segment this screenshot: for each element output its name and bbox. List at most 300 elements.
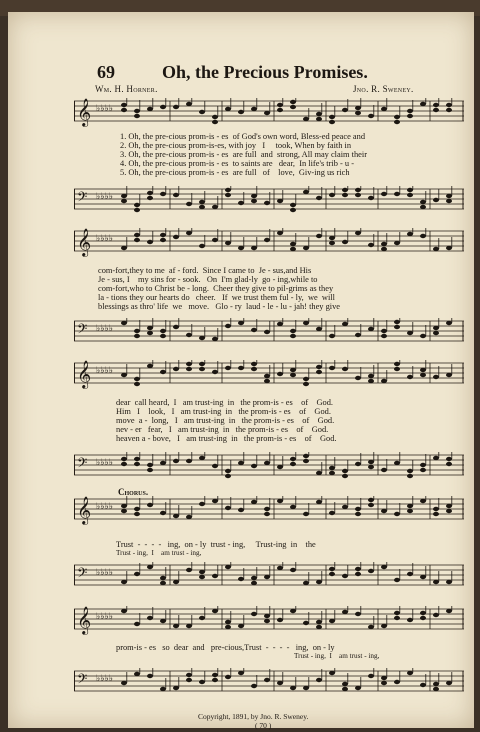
note-head bbox=[173, 235, 179, 239]
note-head bbox=[264, 619, 270, 623]
note-head bbox=[394, 241, 400, 245]
note-head bbox=[121, 194, 127, 198]
note-head bbox=[160, 370, 166, 374]
music-staff bbox=[74, 668, 466, 698]
note-head bbox=[160, 511, 166, 515]
key-signature-flats-icon: ♭♭♭♭ bbox=[96, 366, 113, 376]
note-head bbox=[420, 368, 426, 372]
note-head bbox=[160, 238, 166, 242]
note-head bbox=[186, 624, 192, 628]
note-head bbox=[355, 572, 361, 576]
note-head bbox=[134, 203, 140, 207]
verse-2-line-2: Je - sus, I my sins for - sook. On I'm glad-ly go - ing,while to bbox=[98, 275, 318, 284]
note-head bbox=[290, 373, 296, 377]
note-head bbox=[238, 577, 244, 581]
note-head bbox=[121, 609, 127, 613]
note-head bbox=[394, 512, 400, 516]
note-head bbox=[147, 331, 153, 335]
note-head bbox=[277, 231, 283, 235]
note-head bbox=[121, 373, 127, 377]
note-head bbox=[316, 196, 322, 200]
note-head bbox=[381, 681, 387, 685]
note-head bbox=[316, 112, 322, 116]
key-signature-flats-icon: ♭♭♭♭ bbox=[96, 324, 113, 334]
note-head bbox=[394, 362, 400, 366]
note-head bbox=[277, 499, 283, 503]
note-head bbox=[316, 625, 322, 629]
note-head bbox=[407, 188, 413, 192]
treble-clef-icon: 𝄞 bbox=[77, 496, 92, 524]
note-head bbox=[407, 469, 413, 473]
note-head bbox=[329, 334, 335, 338]
note-head bbox=[303, 581, 309, 585]
chorus-label: Chorus. bbox=[118, 487, 149, 497]
note-head bbox=[381, 329, 387, 333]
verse-1-line-1: 1. Oh, the pre-cious prom-is - es of God's own word, Bless-ed peace and bbox=[120, 132, 366, 141]
note-head bbox=[394, 325, 400, 329]
verse-5-line-3: heaven a - bove, I am trust-ing in the prom-is - es of God. bbox=[116, 434, 337, 443]
note-head bbox=[381, 565, 387, 569]
note-head bbox=[290, 208, 296, 212]
verse-5-line-2: blessings as thro' life we move. Glo - ry laud - le - lu - jah! they give bbox=[98, 302, 340, 311]
note-head bbox=[238, 321, 244, 325]
note-head bbox=[290, 368, 296, 372]
key-signature-flats-icon: ♭♭♭♭ bbox=[96, 568, 113, 578]
hymn-number: 69 bbox=[97, 62, 115, 82]
note-head bbox=[381, 192, 387, 196]
note-head bbox=[433, 580, 439, 584]
note-head bbox=[199, 575, 205, 579]
note-head bbox=[290, 100, 296, 104]
note-head bbox=[433, 326, 439, 330]
note-head bbox=[199, 616, 205, 620]
note-head bbox=[147, 107, 153, 111]
note-head bbox=[134, 377, 140, 381]
note-head bbox=[381, 468, 387, 472]
note-head bbox=[407, 375, 413, 379]
key-signature-flats-icon: ♭♭♭♭ bbox=[96, 674, 113, 684]
note-head bbox=[368, 243, 374, 247]
note-head bbox=[251, 246, 257, 250]
note-head bbox=[147, 196, 153, 200]
treble-clef-icon: 𝄞 bbox=[77, 228, 92, 256]
note-head bbox=[264, 238, 270, 242]
note-head bbox=[355, 612, 361, 616]
chorus-line-1: Trust - - - - ing, on - ly trust - ing, Trust-ing in the bbox=[116, 540, 316, 549]
note-head bbox=[160, 619, 166, 623]
note-head bbox=[186, 459, 192, 463]
note-head bbox=[316, 500, 322, 504]
note-head bbox=[407, 572, 413, 576]
note-head bbox=[173, 624, 179, 628]
note-head bbox=[186, 515, 192, 519]
note-head bbox=[121, 580, 127, 584]
treble-clef-icon: 𝄞 bbox=[77, 360, 92, 388]
note-head bbox=[368, 374, 374, 378]
note-head bbox=[368, 327, 374, 331]
note-head bbox=[212, 678, 218, 682]
note-head bbox=[134, 462, 140, 466]
note-head bbox=[199, 336, 205, 340]
note-head bbox=[186, 202, 192, 206]
note-head bbox=[199, 502, 205, 506]
note-head bbox=[342, 108, 348, 112]
note-head bbox=[199, 110, 205, 114]
note-head bbox=[264, 111, 270, 115]
treble-clef-icon: 𝄞 bbox=[77, 606, 92, 634]
note-head bbox=[446, 108, 452, 112]
note-head bbox=[225, 107, 231, 111]
note-head bbox=[446, 609, 452, 613]
note-head bbox=[446, 194, 452, 198]
note-head bbox=[134, 382, 140, 386]
note-head bbox=[251, 362, 257, 366]
note-head bbox=[446, 457, 452, 461]
note-head bbox=[160, 581, 166, 585]
note-head bbox=[134, 622, 140, 626]
note-head bbox=[147, 674, 153, 678]
note-head bbox=[264, 374, 270, 378]
note-head bbox=[264, 678, 270, 682]
note-head bbox=[238, 246, 244, 250]
note-head bbox=[394, 461, 400, 465]
note-head bbox=[342, 322, 348, 326]
note-head bbox=[394, 120, 400, 124]
note-head bbox=[147, 191, 153, 195]
note-head bbox=[355, 376, 361, 380]
music-staff bbox=[74, 606, 466, 636]
note-head bbox=[407, 474, 413, 478]
note-head bbox=[238, 366, 244, 370]
note-head bbox=[277, 103, 283, 107]
page-number: ( 70 ) bbox=[255, 721, 272, 730]
note-head bbox=[264, 379, 270, 383]
verse-3-line-2: com-fort,who to Christ be - long. Cheer they give to pil-grims as they bbox=[98, 284, 334, 293]
key-signature-flats-icon: ♭♭♭♭ bbox=[96, 192, 113, 202]
note-head bbox=[225, 241, 231, 245]
key-signature-flats-icon: ♭♭♭♭ bbox=[96, 612, 113, 622]
note-head bbox=[420, 205, 426, 209]
note-head bbox=[329, 115, 335, 119]
note-head bbox=[381, 107, 387, 111]
note-head bbox=[251, 199, 257, 203]
note-head bbox=[251, 581, 257, 585]
note-head bbox=[225, 625, 231, 629]
note-head bbox=[355, 333, 361, 337]
note-head bbox=[342, 188, 348, 192]
note-head bbox=[368, 625, 374, 629]
note-head bbox=[368, 498, 374, 502]
bass-clef-icon: 𝄢 bbox=[77, 189, 88, 208]
note-head bbox=[212, 499, 218, 503]
note-head bbox=[420, 683, 426, 687]
note-head bbox=[446, 462, 452, 466]
note-head bbox=[446, 580, 452, 584]
note-head bbox=[342, 240, 348, 244]
note-head bbox=[329, 120, 335, 124]
verse-2-line-3: Him I look, I am trust-ing in the prom-is - es of God. bbox=[116, 407, 331, 416]
lyricist-credit: Wm. H. Horner. bbox=[95, 84, 158, 94]
verse-3-line-3: move a - long, I am trust-ing in the prom-is - es of God. bbox=[116, 416, 335, 425]
key-signature-flats-icon: ♭♭♭♭ bbox=[96, 458, 113, 468]
note-head bbox=[342, 610, 348, 614]
note-head bbox=[121, 681, 127, 685]
chorus-line-2: prom-is - es so dear and pre-cious,Trust - - - - ing, on - ly bbox=[116, 643, 335, 652]
note-head bbox=[186, 102, 192, 106]
note-head bbox=[420, 468, 426, 472]
note-head bbox=[303, 246, 309, 250]
note-head bbox=[290, 105, 296, 109]
note-head bbox=[329, 193, 335, 197]
note-head bbox=[238, 671, 244, 675]
note-head bbox=[251, 107, 257, 111]
note-head bbox=[446, 373, 452, 377]
note-head bbox=[407, 114, 413, 118]
note-head bbox=[420, 611, 426, 615]
note-head bbox=[316, 117, 322, 121]
note-head bbox=[290, 462, 296, 466]
copyright-notice: Copyright, 1891, by Jno. R. Sweney. bbox=[198, 712, 309, 721]
note-head bbox=[134, 507, 140, 511]
note-head bbox=[225, 324, 231, 328]
note-head bbox=[225, 506, 231, 510]
note-head bbox=[355, 462, 361, 466]
note-head bbox=[277, 618, 283, 622]
note-head bbox=[355, 106, 361, 110]
note-head bbox=[147, 240, 153, 244]
note-head bbox=[355, 507, 361, 511]
note-head bbox=[381, 509, 387, 513]
note-head bbox=[212, 609, 218, 613]
note-head bbox=[394, 192, 400, 196]
note-head bbox=[238, 110, 244, 114]
note-head bbox=[316, 327, 322, 331]
note-head bbox=[264, 575, 270, 579]
note-head bbox=[121, 457, 127, 461]
note-head bbox=[303, 512, 309, 516]
key-signature-flats-icon: ♭♭♭♭ bbox=[96, 104, 113, 114]
note-head bbox=[433, 103, 439, 107]
note-head bbox=[446, 504, 452, 508]
note-head bbox=[160, 334, 166, 338]
note-head bbox=[199, 362, 205, 366]
note-head bbox=[134, 457, 140, 461]
music-staff bbox=[74, 562, 466, 592]
note-head bbox=[290, 242, 296, 246]
note-head bbox=[134, 233, 140, 237]
key-signature-flats-icon: ♭♭♭♭ bbox=[96, 234, 113, 244]
note-head bbox=[329, 466, 335, 470]
note-head bbox=[186, 231, 192, 235]
note-head bbox=[368, 503, 374, 507]
note-head bbox=[407, 618, 413, 622]
note-head bbox=[212, 115, 218, 119]
note-head bbox=[121, 246, 127, 250]
note-head bbox=[290, 568, 296, 572]
note-head bbox=[420, 234, 426, 238]
note-head bbox=[316, 234, 322, 238]
note-head bbox=[303, 190, 309, 194]
verse-1-line-2: com-fort,they to me af - ford. Since I came to Je - sus,and His bbox=[98, 266, 312, 275]
note-head bbox=[368, 114, 374, 118]
note-head bbox=[433, 198, 439, 202]
note-head bbox=[212, 205, 218, 209]
note-head bbox=[290, 457, 296, 461]
note-head bbox=[446, 321, 452, 325]
note-head bbox=[277, 681, 283, 685]
note-head bbox=[121, 462, 127, 466]
note-head bbox=[446, 103, 452, 107]
note-head bbox=[303, 321, 309, 325]
note-head bbox=[134, 109, 140, 113]
note-head bbox=[316, 580, 322, 584]
note-head bbox=[394, 616, 400, 620]
note-head bbox=[303, 621, 309, 625]
note-head bbox=[238, 624, 244, 628]
note-head bbox=[342, 367, 348, 371]
note-head bbox=[420, 373, 426, 377]
note-head bbox=[420, 463, 426, 467]
note-head bbox=[264, 614, 270, 618]
note-head bbox=[420, 616, 426, 620]
note-head bbox=[355, 188, 361, 192]
note-head bbox=[407, 671, 413, 675]
note-head bbox=[134, 238, 140, 242]
note-head bbox=[212, 464, 218, 468]
note-head bbox=[290, 686, 296, 690]
note-head bbox=[433, 331, 439, 335]
music-staff bbox=[74, 186, 466, 216]
note-head bbox=[407, 232, 413, 236]
note-head bbox=[212, 673, 218, 677]
note-head bbox=[316, 370, 322, 374]
note-head bbox=[277, 199, 283, 203]
verse-4-line-1: 4. Oh, the pre-cious prom-is - es to saints are dear, In life's trib - u - bbox=[120, 159, 354, 168]
note-head bbox=[446, 509, 452, 513]
note-head bbox=[225, 620, 231, 624]
note-head bbox=[251, 612, 257, 616]
note-head bbox=[368, 460, 374, 464]
note-head bbox=[420, 102, 426, 106]
note-head bbox=[173, 367, 179, 371]
note-head bbox=[147, 468, 153, 472]
note-head bbox=[446, 246, 452, 250]
treble-clef-icon: 𝄞 bbox=[77, 98, 92, 126]
note-head bbox=[160, 576, 166, 580]
note-head bbox=[433, 108, 439, 112]
note-head bbox=[407, 109, 413, 113]
note-head bbox=[394, 115, 400, 119]
note-head bbox=[173, 686, 179, 690]
note-head bbox=[160, 687, 166, 691]
note-head bbox=[238, 461, 244, 465]
note-head bbox=[329, 471, 335, 475]
note-head bbox=[290, 505, 296, 509]
note-head bbox=[381, 247, 387, 251]
note-head bbox=[277, 465, 283, 469]
note-head bbox=[342, 193, 348, 197]
note-head bbox=[147, 503, 153, 507]
music-staff bbox=[74, 228, 466, 258]
note-head bbox=[173, 325, 179, 329]
note-head bbox=[212, 574, 218, 578]
note-head bbox=[160, 192, 166, 196]
note-head bbox=[407, 193, 413, 197]
note-head bbox=[316, 678, 322, 682]
note-head bbox=[433, 682, 439, 686]
note-head bbox=[433, 375, 439, 379]
note-head bbox=[147, 565, 153, 569]
note-head bbox=[199, 456, 205, 460]
note-head bbox=[420, 575, 426, 579]
note-head bbox=[121, 108, 127, 112]
note-head bbox=[355, 193, 361, 197]
note-head bbox=[433, 507, 439, 511]
note-head bbox=[446, 681, 452, 685]
note-head bbox=[394, 680, 400, 684]
note-head bbox=[199, 244, 205, 248]
note-head bbox=[121, 509, 127, 513]
note-head bbox=[160, 329, 166, 333]
note-head bbox=[329, 671, 335, 675]
note-head bbox=[225, 474, 231, 478]
note-head bbox=[381, 334, 387, 338]
note-head bbox=[121, 199, 127, 203]
note-head bbox=[199, 200, 205, 204]
note-head bbox=[186, 367, 192, 371]
note-head bbox=[381, 624, 387, 628]
note-head bbox=[355, 686, 361, 690]
verse-5-line-1: 5. Oh, the pre-cious prom-is - es are full of love, Giv-ing us rich bbox=[120, 168, 350, 177]
note-head bbox=[264, 512, 270, 516]
note-head bbox=[251, 464, 257, 468]
note-head bbox=[368, 569, 374, 573]
note-head bbox=[342, 682, 348, 686]
note-head bbox=[433, 613, 439, 617]
note-head bbox=[264, 507, 270, 511]
note-head bbox=[160, 461, 166, 465]
note-head bbox=[186, 333, 192, 337]
note-head bbox=[355, 231, 361, 235]
note-head bbox=[381, 676, 387, 680]
note-head bbox=[368, 465, 374, 469]
note-head bbox=[407, 509, 413, 513]
note-head bbox=[186, 673, 192, 677]
note-head bbox=[225, 188, 231, 192]
note-head bbox=[251, 576, 257, 580]
note-head bbox=[134, 334, 140, 338]
note-head bbox=[199, 367, 205, 371]
note-head bbox=[173, 193, 179, 197]
note-head bbox=[446, 199, 452, 203]
note-head bbox=[134, 672, 140, 676]
note-head bbox=[368, 196, 374, 200]
note-head bbox=[212, 337, 218, 341]
note-head bbox=[433, 512, 439, 516]
note-head bbox=[303, 459, 309, 463]
note-head bbox=[303, 686, 309, 690]
note-head bbox=[147, 463, 153, 467]
note-head bbox=[394, 320, 400, 324]
verse-3-line-1: 3. Oh, the pre-cious prom-is - es are full and strong, All may claim their bbox=[120, 150, 368, 159]
note-head bbox=[212, 370, 218, 374]
note-head bbox=[147, 616, 153, 620]
note-head bbox=[238, 508, 244, 512]
note-head bbox=[225, 366, 231, 370]
note-head bbox=[264, 330, 270, 334]
note-head bbox=[264, 461, 270, 465]
note-head bbox=[303, 454, 309, 458]
